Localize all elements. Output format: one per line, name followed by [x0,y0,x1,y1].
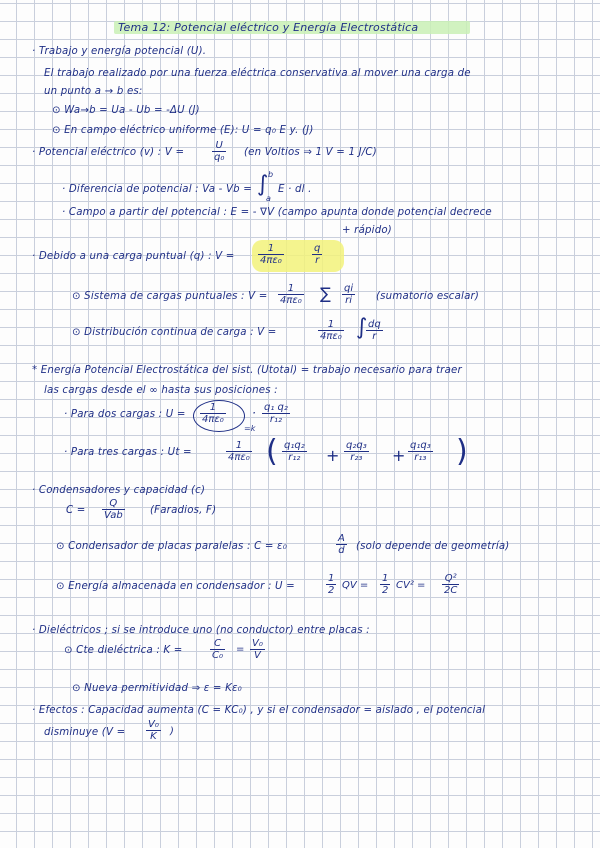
integral-upper: b [268,170,274,179]
line-efectos: · Efectos : Capacidad aumenta (C = KC₀) , y si el condensador = aislado , el potencial [32,705,486,716]
line-permitividad: ⊙ Nueva permitividad ⇒ ε = Kε₀ [72,683,242,694]
line-trabajo-def: El trabajo realizado por una fuerza eléctrica conservativa al mover una carga de [44,68,471,79]
frac-half-1: $\frac{1}{2}$ [328,573,335,596]
frac-term-1: $\frac{\text{q₁q₂}}{\text{r₁₂}}$ [284,440,305,463]
line-faradios: (Faradios, F) [150,505,217,516]
line-placas-paralelas: ⊙ Condensador de placas paralelas : C = ε₀ [56,541,287,552]
frac-k-4: $\frac{1}{\text{4πε₀}}$ [202,402,224,425]
line-work-formula: ⊙ Wa→b = Ua - Ub = -ΔU (J) [52,105,200,116]
line-tres-cargas: · Para tres cargas : Ut = [64,447,192,458]
frac-k-1: $\frac{1}{\text{4πε₀}}$ [260,243,282,266]
line-diferencia-2: E · dl . [278,184,312,195]
frac-qi-ri: $\frac{qi}{ri}$ [344,283,354,306]
frac-half-2: $\frac{1}{2}$ [382,573,389,596]
frac-q-vab: Q Vab [104,498,123,521]
plus-1: + [326,446,340,465]
integral-sign-2: ∫ [356,315,368,340]
frac-v0-k: $\frac{\text{V₀}}{K}$ [148,719,159,742]
line-trabajo-def-2: un punto a → b es: [44,86,143,97]
line-campo: · Campo a partir del potencial : E = - ∇V (campo apunta donde potencial decrece [62,207,492,218]
frac-term-3: $\frac{\text{q₁q₃}}{\text{r₁₃}}$ [410,440,431,463]
frac-term-2: $\frac{\text{q₂q₃}}{\text{r₂₃}}$ [346,440,367,463]
line-geometria: (solo depende de geometría) [356,541,510,552]
frac-k-2: $\frac{1}{\text{4πε₀}}$ [280,283,302,306]
frac-c-c0: $\frac{C}{\text{C₀}}$ [212,638,223,661]
line-trabajo: · Trabajo y energía potencial (U). [32,46,207,57]
integral-sign: ∫ [257,172,269,197]
line-disminuye: disminuye (V = [44,727,126,738]
line-sistema-cargas: ⊙ Sistema de cargas puntuales : V = [72,291,268,302]
frac-v0-v: $\frac{\text{V₀}}{V}$ [252,638,263,661]
dot-mult: · [252,406,256,420]
line-distribucion: ⊙ Distribución continua de carga : V = [72,327,277,338]
line-energia: * Energía Potencial Electrostática del sist. (Utotal) = trabajo necesario para traer [32,365,462,376]
cv2-term: CV² = [396,580,426,591]
line-diferencia: · Diferencia de potencial : Va - Vb = [62,184,252,195]
equals-sign: = [236,644,245,655]
page-title: Tema 12: Potencial eléctrico y Energía Electrostática [118,21,419,34]
line-energia-almacenada: ⊙ Energía almacenada en condensador : U = [56,581,295,592]
integral-lower: a [266,194,271,203]
frac-q1q2-r12: $\frac{\text{q₁ q₂}}{\text{r₁₂}}$ [264,402,288,425]
qv-term: QV = [342,580,369,591]
frac-dq-r: $\frac{dq}{r}$ [368,319,381,342]
line-potencial: · Potencial eléctrico (v) : V = [32,147,185,158]
line-carga-puntual: · Debido a una carga puntual (q) : V = [32,251,235,262]
k-mark: =k [244,424,256,433]
big-lparen: ( [266,434,278,469]
frac-a-d: $\frac{A}{d}$ [338,533,345,556]
frac-q2-2c: $\frac{\text{Q²}}{2C}$ [444,573,458,596]
line-cte-dielectrica: ⊙ Cte dieléctrica : K = [64,645,183,656]
line-potencial-units: (en Voltios ⇒ 1 V = 1 J/C) [244,147,377,158]
big-rparen: ) [456,434,468,469]
sum-symbol: ∑ [320,284,331,303]
close-paren: ) [170,726,174,737]
frac-k-5: $\frac{1}{\text{4πε₀}}$ [228,440,250,463]
frac-u-q0: $\frac{U}{\text{q₀}}$ [214,140,225,163]
line-dielectricos: · Dieléctricos ; si se introduce uno (no conductor) entre placas : [32,625,370,636]
plus-2: + [392,446,406,465]
line-uniform-field: ⊙ En campo eléctrico uniforme (E): U = q₀ E y. (J) [52,125,314,136]
frac-q-r: $\frac{q}{r}$ [314,243,321,266]
line-dos-cargas: · Para dos cargas : U = [64,409,186,420]
frac-k-3: $\frac{1}{\text{4πε₀}}$ [320,319,342,342]
line-campo-2: + rápido) [342,225,392,236]
line-condensadores: · Condensadores y capacidad (c) [32,485,206,496]
line-capacidad: C = [66,505,86,516]
line-sumatorio: (sumatorio escalar) [376,291,480,302]
line-energia-2: las cargas desde el ∞ hasta sus posiciones : [44,385,278,396]
